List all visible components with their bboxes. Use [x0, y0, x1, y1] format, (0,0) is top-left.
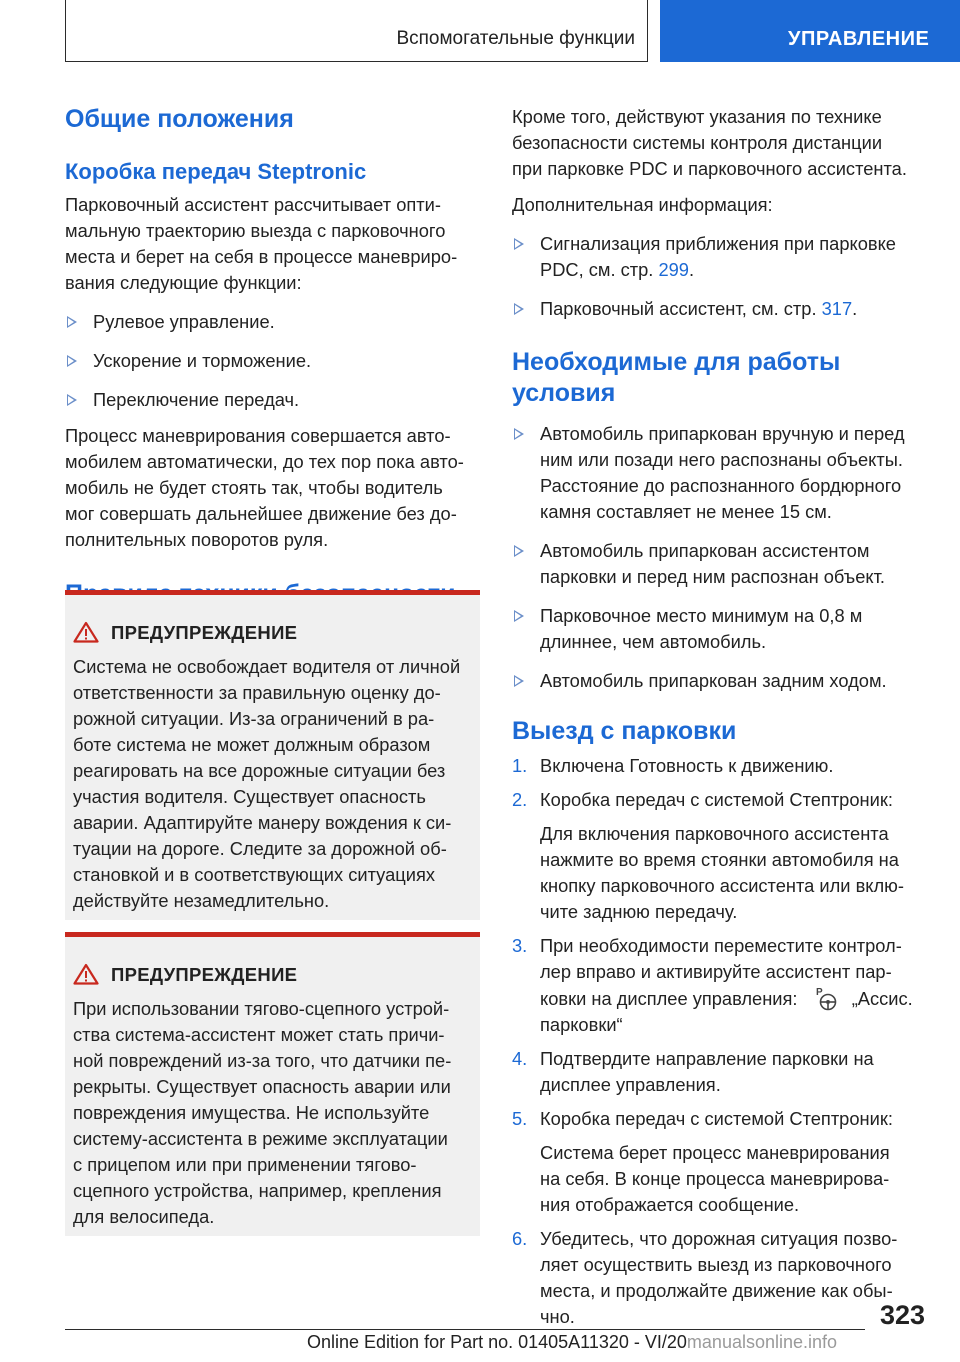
- page-link-299[interactable]: 299: [658, 259, 689, 280]
- warning-text: При использовании тягово-сцепного устрой- ства система-ассистент может стать причи- ной повреждений из-за того, что датчики пе- рекрыты. Существует опасность аварии или повреждения имущества. Не используйте систему-ассистента в режиме эксплуатации с прицепом или при применении тягово- сцепного устройства, например, крепления для велосипеда.: [73, 998, 452, 1227]
- list-item: Парковочный ассистент, см. стр. 317.: [512, 296, 932, 322]
- process-paragraph: Процесс маневрирования совершается авто- мобилем автоматически, до тех пор пока авто- мобиль не будет стоять так, чтобы водитель мог совершать дальнейшее движение без до- полнительных поворотов руля.: [65, 425, 464, 550]
- heading-exit: Выезд с парковки: [512, 717, 737, 745]
- bullet-triangle-icon: [514, 303, 524, 315]
- heading-conditions: Необходимые для работы условия: [512, 348, 841, 407]
- bullet-triangle-icon: [514, 610, 524, 622]
- bullet-triangle-icon: [514, 545, 524, 557]
- list-item: Сигнализация приближения при парковке PDC, см. стр. 299.: [512, 231, 932, 283]
- warning-text: Система не освобождает водителя от личной ответственности за правильную оценку до- рожной ситуации. Из-за ограничений в ра- боте система не может должным образом реагировать на все дорожные ситуации без участия водителя. Существует опасность аварии. Адаптируйте манеру вождения к си- туации на дороге. Следите за дорожной об- становкой и в соответствующих ситуациях действуйте незамедлительно.: [73, 656, 461, 911]
- header-chapter-label: УПРАВЛЕНИЕ: [788, 28, 930, 50]
- bullet-triangle-icon: [67, 394, 77, 406]
- warning-title: ПРЕДУПРЕЖДЕНИЕ: [111, 964, 298, 985]
- warning-triangle-icon: [73, 963, 99, 985]
- step-item: 4. Подтвердите направление парковки на дисплее управления.: [512, 1048, 874, 1095]
- left-column: [65, 104, 480, 610]
- heading-general: Общие положения: [65, 105, 294, 133]
- step-item: Для включения парковочного ассистента нажмите во время стоянки автомобиля на кнопку парковочного ассистента или вклю- чите заднюю передачу.: [540, 823, 904, 922]
- warning-box-2: [65, 932, 480, 1236]
- bullet-triangle-icon: [67, 355, 77, 367]
- header-chapter-tab[interactable]: [660, 0, 960, 62]
- intro-paragraph: Парковочный ассистент рассчитывает опти- мальную траекторию выезда с парковочного места и берет на себя в процессе маневриро- вания следующие функции:: [65, 194, 458, 293]
- watermark: manualsonline.info: [686, 1332, 838, 1352]
- right-column: [512, 104, 932, 1330]
- warning-box-1: [65, 590, 480, 920]
- warning-triangle-icon: [73, 621, 99, 643]
- list-item: Ускорение и торможение.: [65, 348, 480, 374]
- list-item: Автомобиль припаркован ассистентом парковки и перед ним распознан объект.: [512, 538, 932, 590]
- header-section-title: Вспомогательные функции: [396, 28, 635, 49]
- svg-text:P: P: [815, 987, 823, 998]
- more-info-label: Дополнительная информация:: [512, 194, 773, 215]
- step-item: 6. Убедитесь, что дорожная ситуация позво- ляет осуществить выезд из парковочного места, и продолжайте движение как обы- чно.: [512, 1228, 898, 1327]
- list-item: Автомобиль припаркован вручную и перед ним или позади него распознаны объекты. Расстояние до распознанного бордюрного камня составляет не менее 15 см.: [512, 421, 932, 525]
- header-section-box: [65, 0, 648, 62]
- parking-assistant-icon: [815, 985, 839, 1011]
- right-intro-paragraph: Кроме того, действуют указания по технике безопасности системы контроля дистанции при парковке PDC и парковочного ассистента.: [512, 106, 907, 179]
- page-number: 323: [880, 1300, 926, 1330]
- warning-title: ПРЕДУПРЕЖДЕНИЕ: [111, 622, 298, 643]
- heading-gearbox: Коробка передач Steptronic: [65, 159, 367, 184]
- bullet-triangle-icon: [514, 238, 524, 250]
- bullet-triangle-icon: [67, 316, 77, 328]
- list-item: Рулевое управление.: [65, 309, 480, 335]
- bullet-triangle-icon: [514, 428, 524, 440]
- page-link-317[interactable]: 317: [821, 298, 853, 319]
- list-item: Парковочное место минимум на 0,8 м длиннее, чем автомобиль.: [512, 603, 932, 655]
- footer-edition: Online Edition for Part no. 01405A11320 - VI/20manualsonline.info: [307, 1332, 838, 1352]
- step-item: Система берет процесс маневрирования на себя. В конце процесса маневрирова- ния отображается сообщение.: [540, 1142, 890, 1215]
- list-item: Автомобиль припаркован задним ходом.: [512, 668, 932, 694]
- step-item: 1. Включена Готовность к движению.: [512, 755, 834, 776]
- footer-divider: [65, 1329, 865, 1330]
- list-item: Переключение передач.: [65, 387, 480, 413]
- step-item: 3. При необходимости переместите контрол- лер вправо и активируйте ассистент пар- ковки на дисплее управления: P „Ассис. парковки“: [512, 935, 913, 1035]
- bullet-triangle-icon: [514, 675, 524, 687]
- step-item: 5. Коробка передач с системой Стептроник:: [512, 1108, 893, 1129]
- step-item: 2. Коробка передач с системой Стептроник:: [512, 789, 893, 810]
